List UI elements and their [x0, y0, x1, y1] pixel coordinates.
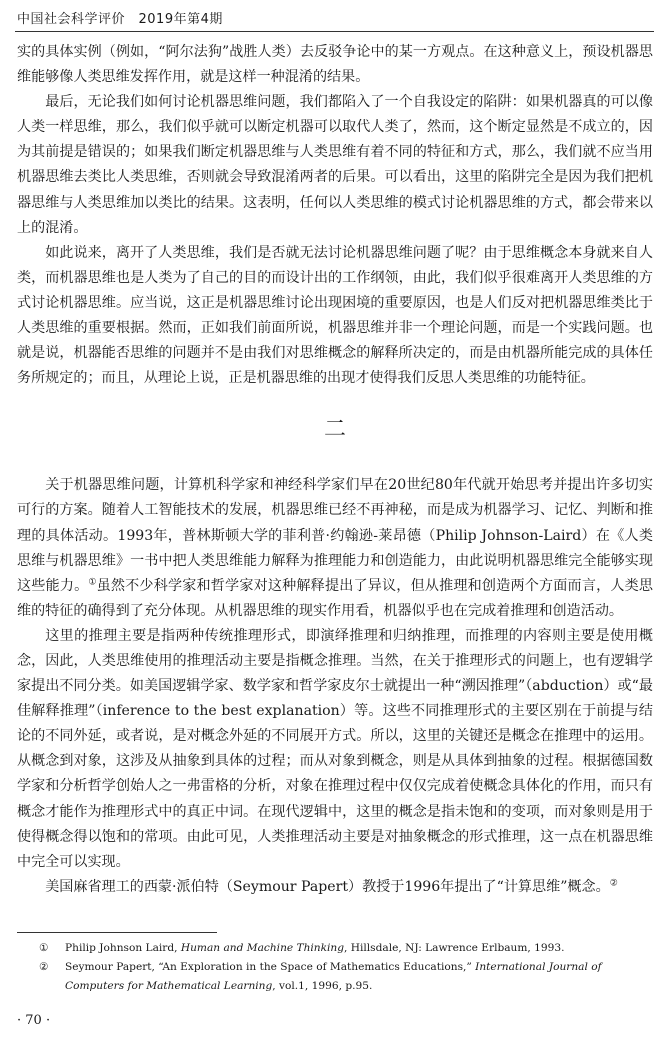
paragraph-papert [17, 875, 653, 900]
main-text [17, 40, 653, 900]
paragraph-reasoning: 这里的推理主要是指两种传统推理形式，即演绎推理和归纳推理，而推理的内容则主要是使用概念，因此，人类思维使用的推理活动主要是指概念推理。当然，在关于推理形式的问题上，也有逻辑学家提出不同分类。如美国逻辑学家、数学家和哲学家皮尔士就提出一种“溯因推理”（abduction）或“最佳解释推理”（inference to the best explanation）等。这些不同推理形式的主要区别在于前提与结论的不同外延，或者说，是对概念外延的不同展开方式。所以，这里的关键还是概念在推理中的运用。从概念到对象，这涉及从抽象到具体的过程；而从对象到概念，则是从具体到抽象的过程。根据德国数学家和分析哲学创始人之一弗雷格的分析，对象在推理过程中仅仅完成着使概念具体化的作用，而只有概念才能作为推理形式中的真正中词。在现代逻辑中，这里的概念是指未饱和的变项，而对象则是用于使得概念得以饱和的常项。由此可见，人类推理活动主要是对抽象概念的形式推理，这一点在机器思维中完全可以实现。 [17, 627, 653, 870]
page-number: · 70 · [17, 1013, 51, 1028]
footnote-ref-1[interactable]: ① [88, 577, 97, 587]
footnote-1 [17, 939, 657, 958]
paragraph-departure: 如此说来，离开了人类思维，我们是否就无法讨论机器思维问题了呢？由于思维概念本身就来自人类，而机器思维也是人类为了自己的目的而设计出的工作纲领，由此，我们似乎很难离开人类思维的方式讨论机器思维。应当说，这正是机器思维讨论出现困境的重要原因，也是人们反对把机器思维类比于人类思维的重要根据。然而，正如我们前面所说，机器思维并非一个理论问题，而是一个实践问题。也就是说，机器能否思维的问题并不是由我们对思维概念的解释所决定的，而是由机器所能完成的具体任务所规定的；而且，从理论上说，正是机器思维的出现才使得我们反思人类思维的功能特征。 [17, 244, 653, 387]
section-number: 二 [323, 417, 346, 443]
running-header: 中国社会科学评价 2019年第4期 [17, 12, 223, 27]
footnote-rule [17, 932, 217, 933]
paragraph-history-part1: 关于机器思维问题，计算机科学家和神经科学家们早在20世纪80年代就开始思考并提出许多切实可行的方案。随着人工智能技术的发展，机器思维已经不再神秘，而是成为机器学习、记忆、判断和推理的具体活动。1993年，普林斯顿大学的菲利普·约翰逊-莱昂德（Philip Johnson-Laird）在《人类思维与机器思维》一书中把人类思维能力解释为推理能力和创造能力，由此说明机器思维完全能够实现这些能力。 [17, 477, 653, 594]
paragraph-continued: 实的具体实例（例如，“阿尔法狗”战胜人类）去反驳争论中的某一方观点。在这种意义上，预设机器思维能够像人类思维发挥作用，就是这样一种混淆的结果。 [17, 44, 653, 86]
footnote-2 [17, 958, 657, 996]
paragraph-history-part2: 虽然不少科学家和哲学家对这种解释提出了异议，但从推理和创造两个方面而言，人类思维的特征的确得到了充分体现。从机器思维的现实作用看，机器似乎也在完成着推理和创造活动。 [17, 577, 653, 619]
footnote-ref-2[interactable]: ② [609, 878, 618, 889]
footnote-1-rest: , Hillsdale, NJ: Lawrence Erlbaum, 1993. [344, 942, 565, 954]
footnote-2-text [65, 958, 657, 996]
paragraph-history [17, 473, 653, 624]
header-rule [15, 31, 654, 32]
paragraph-trap: 最后，无论我们如何讨论机器思维问题，我们都陷入了一个自我设定的陷阱：如果机器真的可以像人类一样思维，那么，我们似乎就可以断定机器可以取代人类了，然而，这个断定显然是不成立的，因为其前提是错误的；如果我们断定机器思维与人类思维有着不同的特征和方式，那么，我们就不应当用机器思维去类比人类思维，否则就会导致混淆两者的后果。可以看出，这里的陷阱完全是因为我们把机器思维与人类思维加以类比的结果。这表明，任何以人类思维的模式讨论机器思维的方式，都会带来以上的混淆。 [17, 94, 653, 236]
footnote-2-author: Seymour Papert, “An Exploration in the Space of Mathematics Educations,” [65, 961, 476, 973]
footnotes [17, 939, 657, 996]
footnote-2-title: International Journal of Computers for Mathematical Learning [65, 961, 602, 992]
footnote-2-rest: , vol.1, 1996, p.95. [272, 980, 373, 992]
footnote-2-mark: ② [39, 961, 49, 973]
footnote-1-mark: ① [39, 942, 49, 954]
footnote-1-title: Human and Machine Thinking [180, 942, 345, 954]
paragraph-papert-text: 美国麻省理工的西蒙·派伯特（Seymour Papert）教授于1996年提出了“计算思维”概念。 [45, 878, 610, 895]
footnote-1-text [65, 939, 657, 958]
footnote-1-author: Philip Johnson Laird, [65, 942, 181, 954]
